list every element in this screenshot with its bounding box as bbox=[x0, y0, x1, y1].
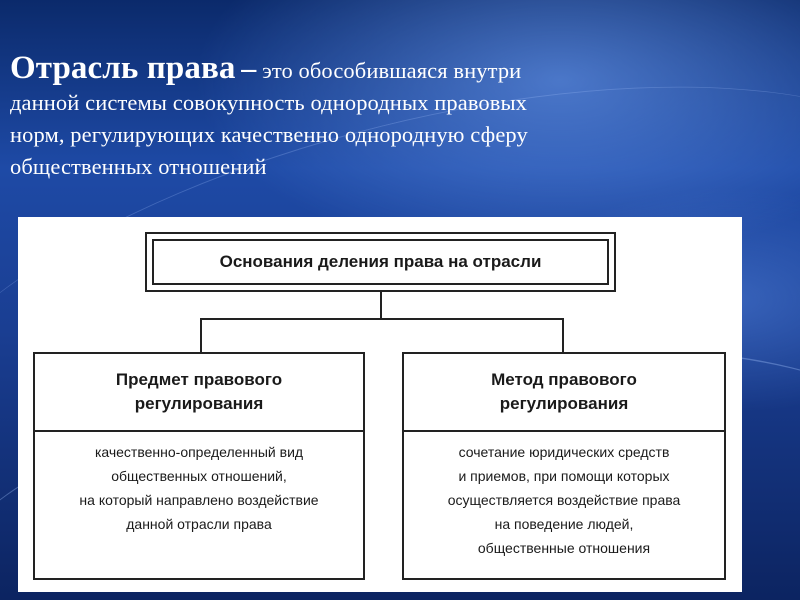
connector-right-down bbox=[562, 318, 564, 353]
definition-term: Отрасль права bbox=[10, 50, 236, 86]
definition-dash: – bbox=[241, 52, 257, 85]
left-node-divider bbox=[35, 430, 363, 432]
definition-line-1 bbox=[10, 52, 770, 87]
definition-line-4: общественных отношений bbox=[10, 154, 267, 179]
definition-text bbox=[10, 52, 770, 183]
left-node-description: качественно-определенный вид общественных отношений, на который направлено воздействие данной отрасли права bbox=[79, 444, 319, 532]
right-node-title: Метод правового регулирования bbox=[491, 370, 637, 413]
diagram-panel bbox=[18, 217, 742, 592]
root-node-label: Основания деления права на отрасли bbox=[152, 239, 609, 285]
right-node-description: сочетание юридических средств и приемов, при помощи которых осуществляется воздействие права на поведение людей, общественные отношения bbox=[447, 444, 681, 556]
connector-left-down bbox=[200, 318, 202, 353]
definition-text-line-1: это обособившаяся внутри bbox=[262, 58, 522, 83]
connector-root-down bbox=[380, 292, 382, 319]
left-node bbox=[33, 352, 365, 580]
connector-horizontal bbox=[200, 318, 564, 320]
definition-line-2: данной системы совокупность однородных правовых bbox=[10, 90, 528, 115]
definition-line-3: норм, регулирующих качественно однородную сферу bbox=[10, 122, 528, 147]
left-node-title: Предмет правового регулирования bbox=[115, 370, 283, 413]
right-node-divider bbox=[404, 430, 724, 432]
root-node bbox=[145, 232, 616, 292]
right-node bbox=[402, 352, 726, 580]
